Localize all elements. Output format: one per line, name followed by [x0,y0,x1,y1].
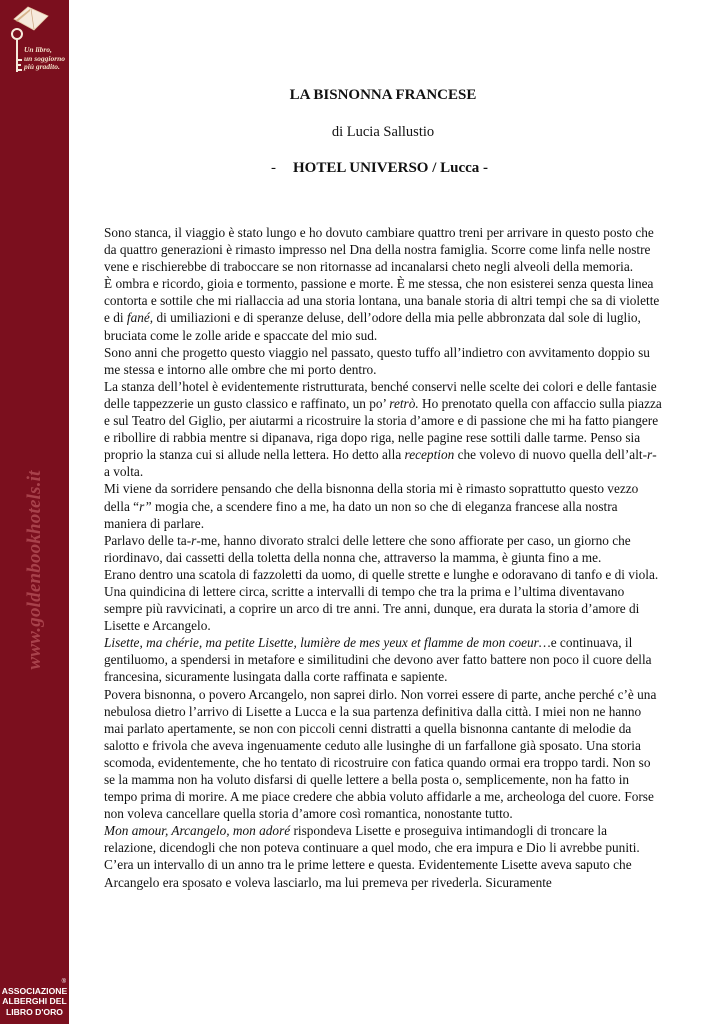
paragraph-text: È ombra e ricordo, gioia e tormento, passione e morte. È me stessa, che non esisterei senza questa linea contorta e sottile che mi riallaccia ad una storia lontana, una banale storia di altri tempi che sa di violette e di [104,276,660,326]
italic-text: r [191,532,197,548]
paragraph [104,275,662,343]
story-body [104,224,662,891]
paragraph [104,344,662,378]
sidebar [0,0,69,1024]
paragraph-text: Sono anni che progetto questo viaggio nel passato, questo tuffo all’indietro con avvitamento doppio su me stessa e intorno alle ombre che mi porto dentro. [104,344,650,377]
story-title: LA BISNONNA FRANCESE [289,87,477,103]
paragraph-text: rispondeva Lisette e proseguiva intimandogli di troncare la relazione, dicendogli che non poteva continuare a quel modo, che era impura e Dio li avrebbe puniti. C’era un intervallo di un anno tra le prime lettere e questa. Evidentemente Lisette aveva saputo che Arcangelo era sposato e voleva lasciarlo, ma lui premeva per rivederla. Sicuramente [104,823,640,890]
paragraph [104,532,662,566]
paragraph-text: -me, hanno divorato stralci delle lettere che sono affiorate per caso, un giorno che riordinavo, dai cassetti della toletta della nonna che, attraverso la mamma, è giunta fino a me. [104,532,631,565]
paragraph [104,566,662,634]
paragraph-text: e continuava, il gentiluomo, a spendersi in metafore e similitudini che devono aver fatto battere non poco il cuore della francesina, sicuramente lusingata dalla corte raffinata e sapiente. [104,635,652,685]
paragraph-text: La stanza dell’hotel è evidentemente ristrutturata, benché conservi nelle scelte dei colori e delle fantasie delle tappezzerie un gusto classico e raffinato, un po’ [104,378,657,411]
logo-tagline-line: Un libro, [24,45,52,54]
paragraph [104,480,662,531]
registered-mark-icon: ® [61,979,66,985]
italic-text: r [647,447,653,463]
italic-text: r” [139,498,152,514]
hotel-heading-text: HOTEL UNIVERSO / Lucca - [293,160,489,176]
paragraph [104,686,662,823]
paragraph-text: Sono stanca, il viaggio è stato lungo e ho dovuto cambiare quattro treni per arrivare in questo posto che da quattro generazioni è rimasto impresso nel Dna della nostra famiglia. Scorre come linfa nelle nostre vene e rischierebbe di traboccare se non ritornasse ad incanalarsi cheto negli alveoli della memoria. [104,225,654,275]
logo-tagline [24,46,70,72]
italic-text: fané, [126,310,154,326]
paragraph-text: Erano dentro una scatola di fazzoletti da uomo, di quelle strette e lunghe e odoravano di tanfo e di viola. Una quindicina di lettere circa, scritte a intervalli di tempo che tra la prima e l’ultima diventavano sempre più ravvicinati, a coprire un arco di tre anni. Tre anni, dunque, era durata la storia d’amore di Lisette e Arcangelo. [104,566,659,634]
association-logo-line: LIBRO D'ORO [6,1006,63,1017]
paragraph [104,224,662,275]
italic-text: retrò. [389,395,419,411]
website-url: www.goldenbookhotels.it [24,470,45,670]
hotel-heading-dash: - [271,160,276,176]
logo-tagline-line: più gradito. [24,62,60,72]
paragraph-text: Povera bisnonna, o povero Arcangelo, non saprei dirlo. Non vorrei essere di parte, anche perché c’è una nebulosa dietro l’arrivo di Lisette a Lucca e la sua partenza definitiva dalla città. I miei non ne hanno mai parlato apertamente, se non con piccoli cenni distratti a quella bisnonna cantante di melodie da salotto e frivola che aveva ingenuamente ceduto alle lusinghe di un farfallone già sposato. Una storia scomoda, evidentemente, che ho tentato di ricostruire con fatica quando ormai era troppo tardi. Non so se la mamma non ha voluto disfarsi di quelle lettere a bella posta o, semplicemente, non ha fatto in tempo prima di morire. A me piace credere che abbia voluto affidarle a me, archeologa del cuore. Forse non voleva cancellare quella storia d’amore così romantica, nonostante tutto. [104,686,657,822]
paragraph [104,822,662,890]
italic-text: Lisette, ma chérie, ma petite Lisette, lumière de mes yeux et flamme de mon coeur… [104,635,551,651]
paragraph-text: mogia che, a scendere fino a me, ha dato un non so che di eleganza francese alla nostra maniera di parlare. [104,498,618,531]
paragraph [104,378,662,481]
association-logo-line: ASSOCIAZIONE [1,986,68,996]
hotel-heading [271,160,488,177]
paragraph-text: Mi viene da sorridere pensando che della bisnonna della storia mi è rimasto soprattutto questo vezzo della “ [104,481,639,514]
logo-tagline-line: un soggiorno [24,53,66,63]
paragraph-text: -a volta. [104,447,657,480]
story-author: di Lucia Sallustio [331,124,435,140]
association-logo-line: ALBERGHI DEL [2,996,67,1007]
italic-text: Mon amour, Arcangelo, mon adoré [104,823,291,839]
paragraph-text: Ho prenotato quella con affaccio sulla piazza e sul Teatro del Giglio, per aiutarmi a ricostruire la storia d’amore e di passione che mi ha fatto piangere e ribollire di rabbia mentre si dipanava, riga dopo riga, nelle pagine rese sottili dalle tarme. Penso sia proprio la stanza cui si allude nella lettera. Ho detto alla [104,395,662,463]
paragraph [104,634,662,685]
paragraph-text: Parlavo delle ta- [104,532,192,548]
italic-text: reception [404,447,455,463]
golden-book-logo [4,2,66,80]
association-logo [1,979,68,1017]
paragraph-text: che volevo di nuovo quella dell’alt- [454,447,648,463]
paragraph-text: di umiliazioni e di speranze deluse, dell’odore della mia pelle abbronzata dal sole di luglio, bruciata come le zolle aride e spaccate del mio sud. [104,310,641,343]
